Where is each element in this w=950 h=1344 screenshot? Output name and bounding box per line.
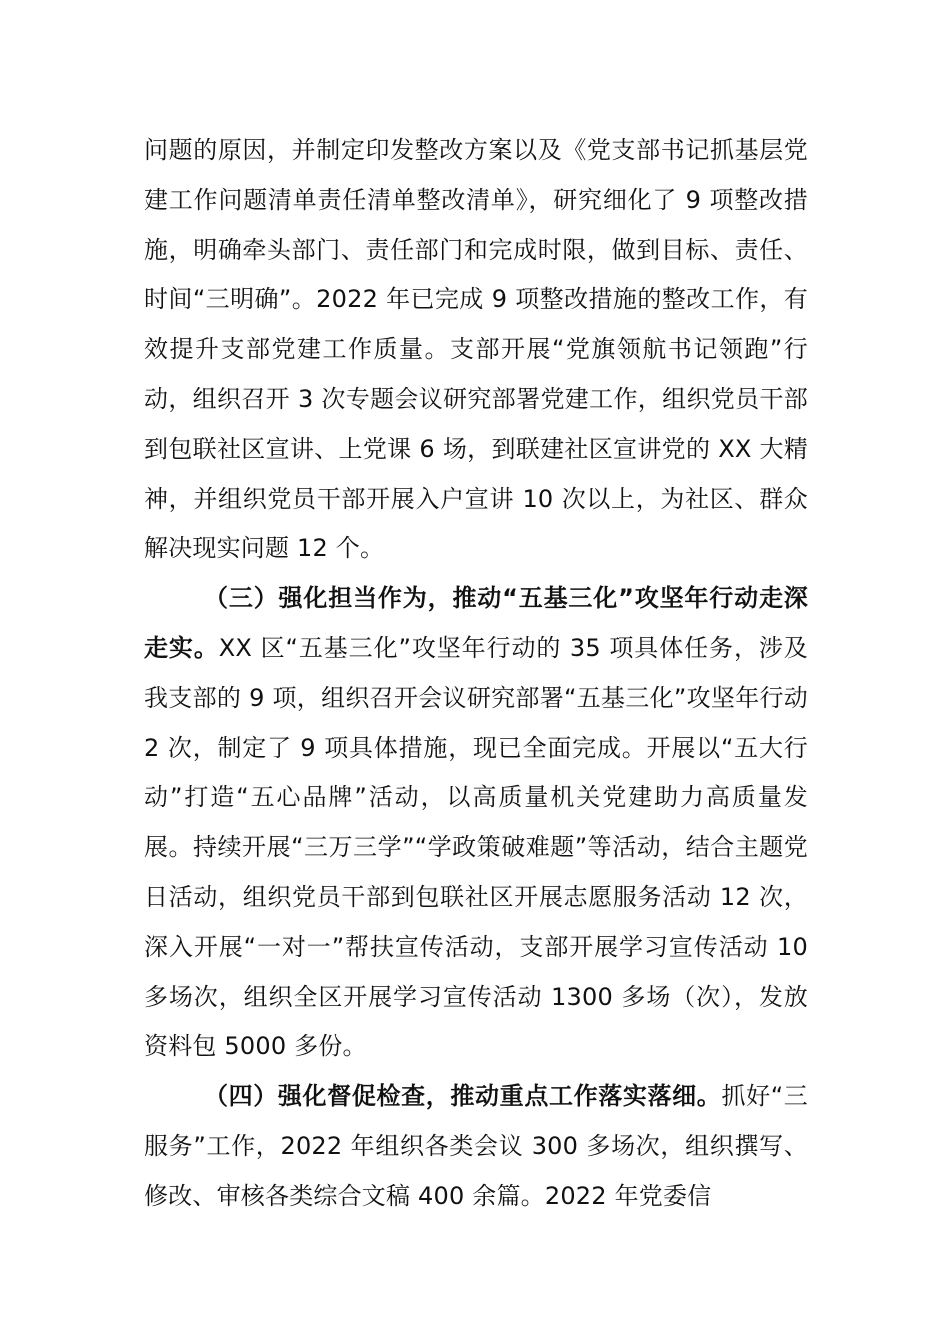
section-heading: （三）强化担当作为，推动“五基三化”攻坚年行动走深走实。 xyxy=(144,584,808,662)
paragraph-section-three xyxy=(144,574,808,1072)
paragraph-continuation xyxy=(144,126,808,574)
section-heading: （四）强化督促检查，推动重点工作落实落细。 xyxy=(204,1082,722,1111)
paragraph-section-four xyxy=(144,1072,808,1221)
paragraph-body: 抓好“三服务”工作，2022 年组织各类会议 300 多场次，组织撰写、修改、审核各类综合文稿 400 余篇。2022 年党委信 xyxy=(144,1082,809,1210)
body-text xyxy=(144,126,808,1222)
paragraph-body: 问题的原因，并制定印发整改方案以及《党支部书记抓基层党建工作问题清单责任清单整改清单》，研究细化了 9 项整改措施，明确牵头部门、责任部门和完成时限，做到目标、责任、时间“三明确”。2022 年已完成 9 项整改措施的整改工作，有效提升支部党建工作质量。支部开展“党旗领航书记领跑”行动，组织召开 3 次专题会议研究部署党建工作，组织党员干部到包联社区宣讲、上党课 6 场，到联建社区宣讲党的 XX 大精神，并组织党员干部开展入户宣讲 10 次以上，为社区、群众解决现实问题 12 个。 xyxy=(144,136,808,563)
paragraph-body: XX 区“五基三化”攻坚年行动的 35 项具体任务，涉及我支部的 9 项，组织召开会议研究部署“五基三化”攻坚年行动 2 次，制定了 9 项具体措施，现已全面完成。开展以“五大行动”打造“五心品牌”活动，以高质量机关党建助力高质量发展。持续开展“三万三学”“学政策破难题”等活动，结合主题党日活动，组织党员干部到包联社区开展志愿服务活动 12 次，深入开展“一对一”帮扶宣传活动，支部开展学习宣传活动 10 多场次，组织全区开展学习宣传活动 1300 多场（次），发放资料包 5000 多份。 xyxy=(144,633,808,1061)
